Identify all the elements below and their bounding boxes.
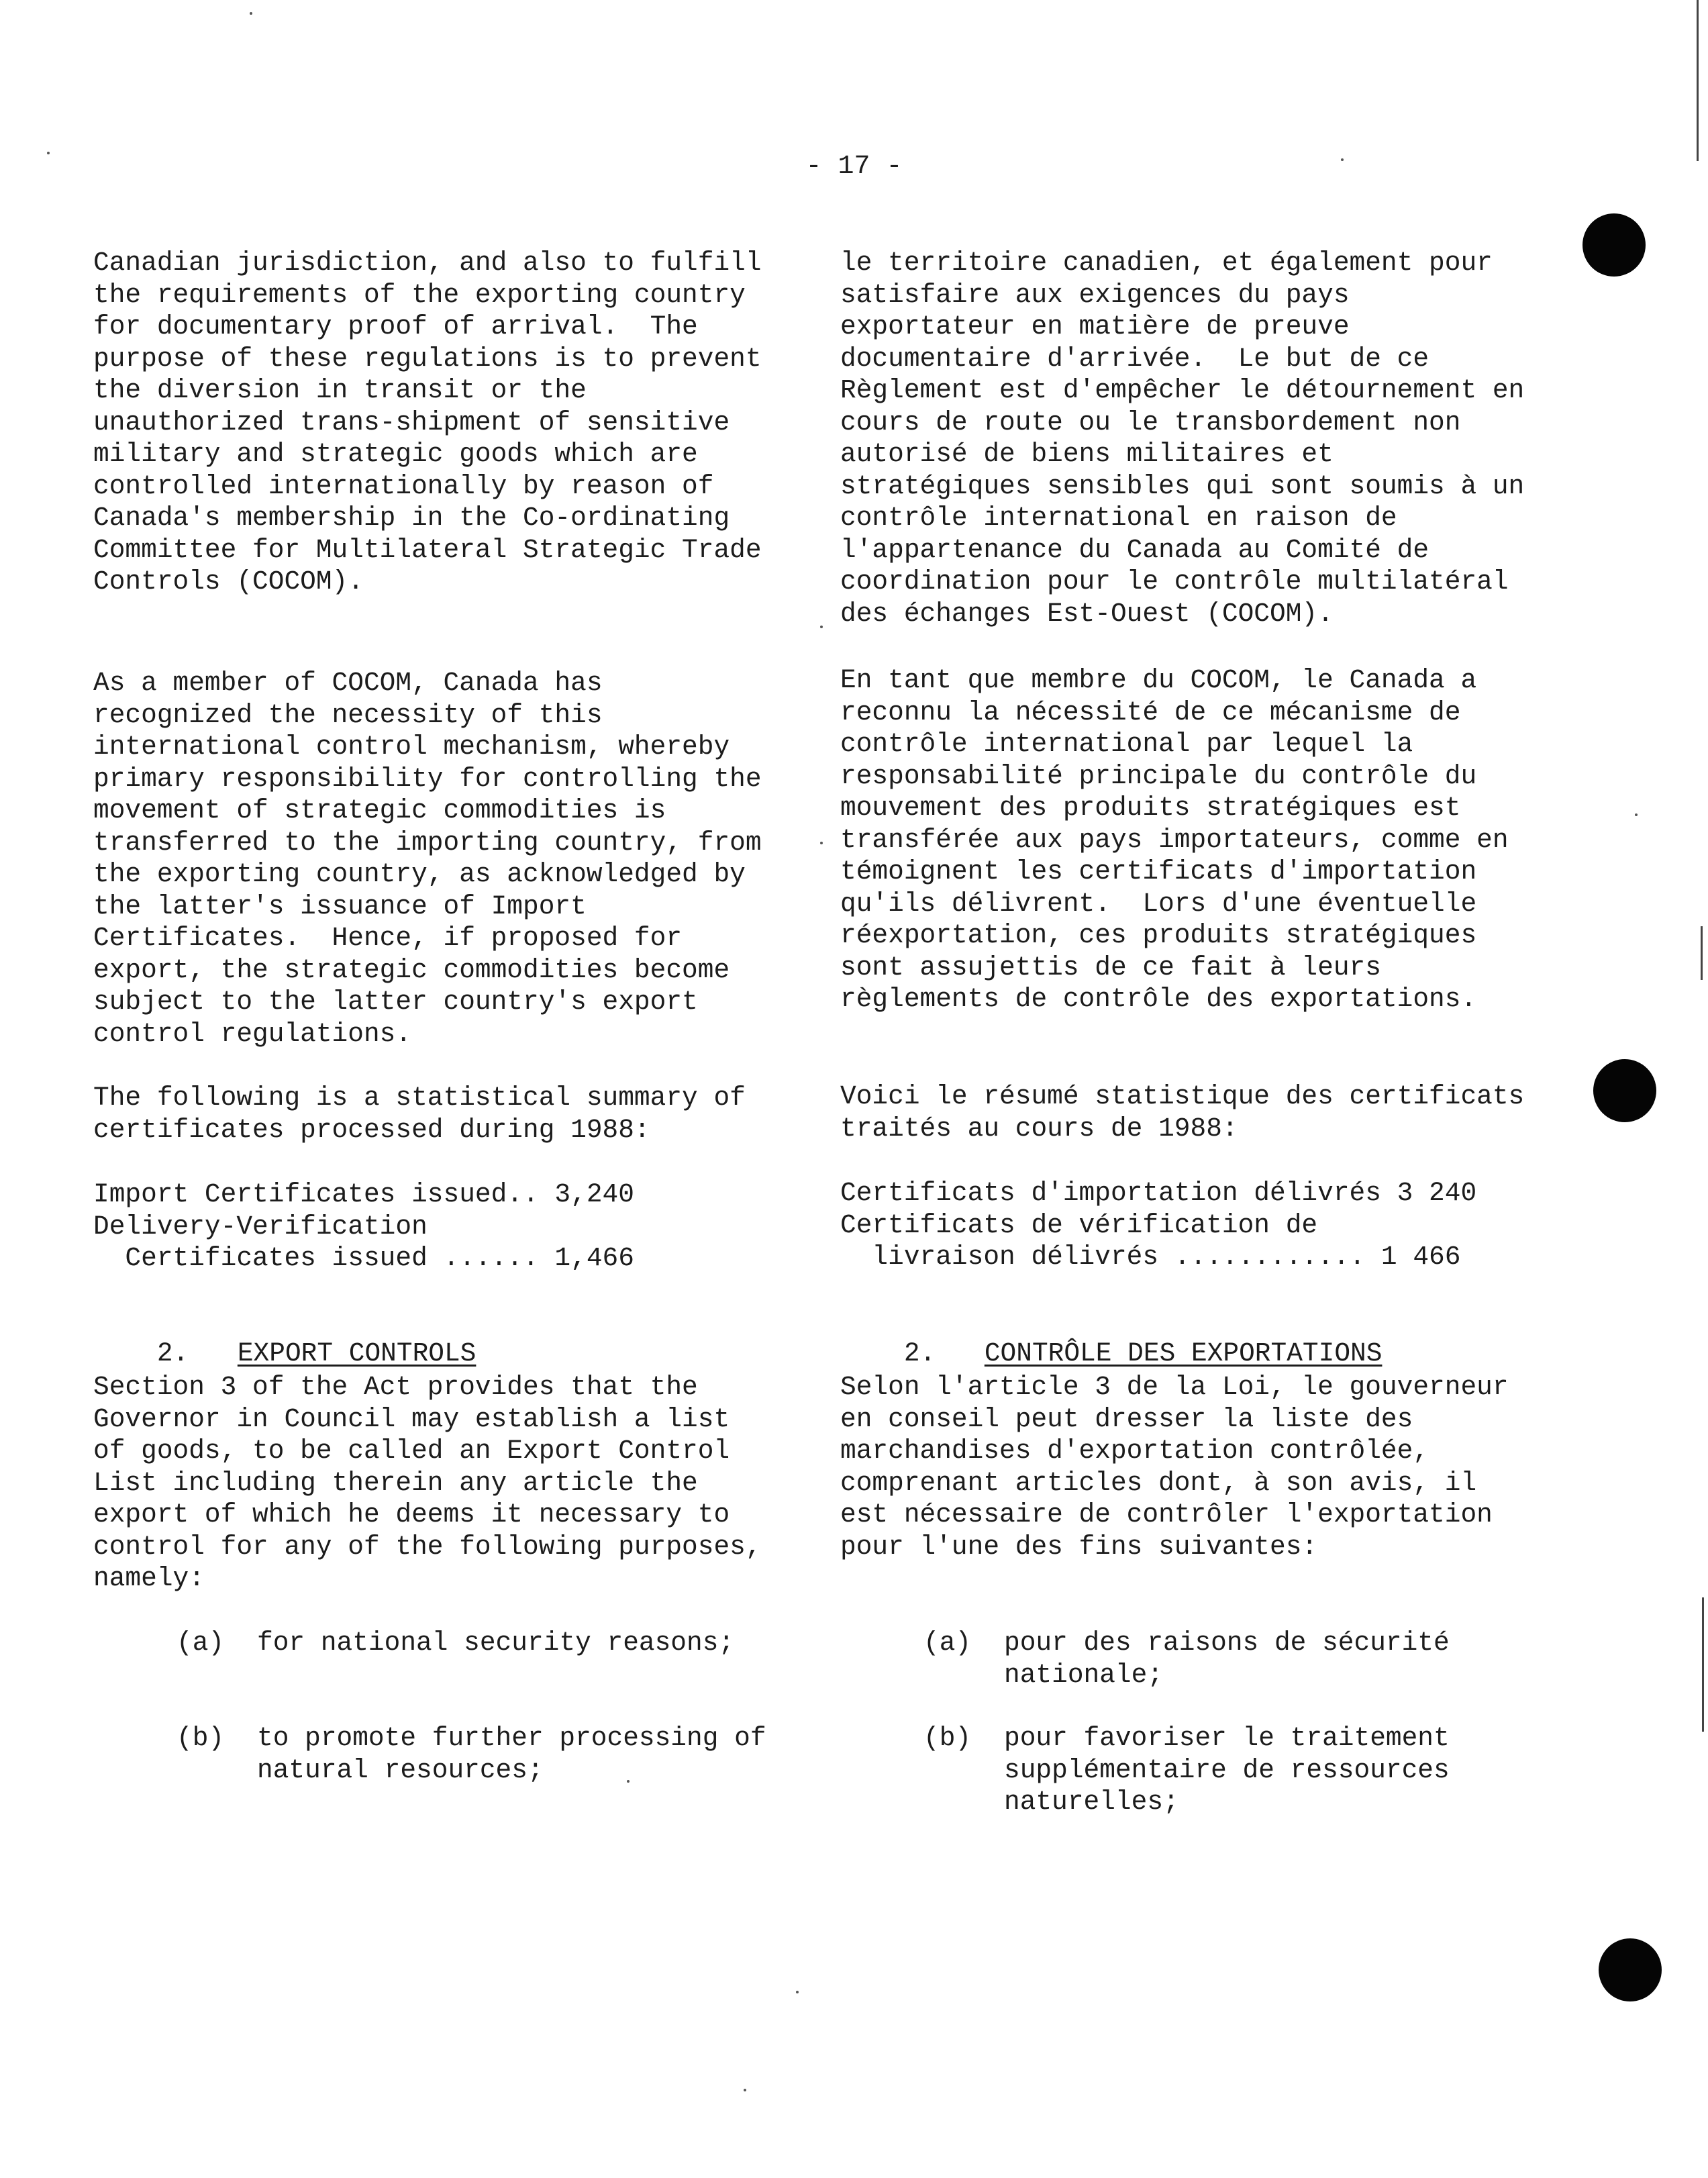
- scan-edge-mark: [1702, 1597, 1704, 1732]
- text-line: of goods, to be called an Export Control: [93, 1436, 730, 1466]
- text-line: movement of strategic commodities is: [93, 795, 666, 826]
- text-line: En tant que membre du COCOM, le Canada a: [840, 665, 1477, 695]
- text-line: Règlement est d'empêcher le détournement en: [840, 375, 1525, 405]
- text-line: namely:: [93, 1563, 205, 1593]
- text-line: contrôle international en raison de: [840, 503, 1397, 533]
- scan-speck: [627, 1780, 630, 1783]
- section-title: CONTRÔLE DES EXPORTATIONS: [984, 1338, 1383, 1369]
- text-line: exportateur en matière de preuve: [840, 311, 1350, 342]
- text-line: qu'ils délivrent. Lors d'une éventuelle: [840, 888, 1477, 919]
- stat-line: Delivery-Verification: [93, 1211, 428, 1242]
- en-paragraph-statistics-intro: [93, 1082, 746, 1146]
- text-line: réexportation, ces produits stratégiques: [840, 920, 1477, 950]
- text-line: Canada's membership in the Co-ordinating: [93, 503, 730, 533]
- scan-speck: [820, 842, 823, 844]
- text-line: Section 3 of the Act provides that the: [93, 1372, 698, 1402]
- scan-speck: [796, 1991, 799, 1993]
- text-line: The following is a statistical summary of: [93, 1083, 746, 1113]
- punch-hole-middle: [1593, 1059, 1656, 1122]
- en-paragraph-cocom-member: [93, 667, 762, 1050]
- text-line: export of which he deems it necessary to: [93, 1499, 730, 1530]
- scan-speck: [744, 2089, 746, 2091]
- text-line: règlements de contrôle des exportations.: [840, 984, 1477, 1014]
- text-line: comprenant articles dont, à son avis, il: [840, 1467, 1477, 1498]
- fr-paragraph-territoire: [840, 247, 1524, 630]
- text-line: controlled internationally by reason of: [93, 471, 714, 501]
- scan-speck: [820, 626, 823, 628]
- stat-line: Certificates issued ...... 1,466: [93, 1243, 634, 1273]
- list-item-label: (a): [177, 1628, 225, 1658]
- text-line: transferred to the importing country, from: [93, 827, 762, 858]
- text-line: the diversion in transit or the: [93, 375, 587, 405]
- text-line: contrôle international par lequel la: [840, 729, 1413, 759]
- en-paragraph-jurisdiction: [93, 247, 762, 598]
- text-line: sont assujettis de ce fait à leurs: [840, 952, 1381, 983]
- text-line: Committee for Multilateral Strategic Trade: [93, 534, 762, 565]
- text-line: the requirements of the exporting country: [93, 279, 746, 310]
- text-line: autorisé de biens militaires et: [840, 439, 1334, 469]
- text-line: military and strategic goods which are: [93, 439, 698, 469]
- text-line: documentaire d'arrivée. Le but de ce: [840, 343, 1429, 374]
- scan-speck: [1341, 158, 1344, 161]
- scan-edge-mark: [1701, 926, 1703, 980]
- text-line: recognized the necessity of this: [93, 699, 603, 730]
- text-line: subject to the latter country's export: [93, 987, 698, 1017]
- text-line: List including therein any article the: [93, 1467, 698, 1498]
- text-line: nationale;: [1004, 1659, 1164, 1690]
- text-line: des échanges Est-Ouest (COCOM).: [840, 598, 1334, 629]
- text-line: marchandises d'exportation contrôlée,: [840, 1436, 1429, 1466]
- scan-speck: [47, 152, 50, 154]
- text-line: natural resources;: [257, 1754, 544, 1785]
- punch-hole-bottom: [1599, 1938, 1662, 2001]
- text-line: unauthorized trans-shipment of sensitive: [93, 407, 730, 438]
- text-line: Governor in Council may establish a list: [93, 1403, 730, 1434]
- text-line: Certificates. Hence, if proposed for: [93, 923, 683, 953]
- text-line: naturelles;: [1004, 1787, 1179, 1817]
- fr-paragraph-article-3: [840, 1371, 1509, 1563]
- text-line: pour l'une des fins suivantes:: [840, 1531, 1318, 1562]
- page-number: - 17 -: [805, 152, 903, 182]
- scan-edge-mark: [1697, 0, 1699, 161]
- text-line: mouvement des produits stratégiques est: [840, 793, 1461, 823]
- text-line: purpose of these regulations is to prevent: [93, 343, 762, 374]
- text-line: for documentary proof of arrival. The: [93, 311, 698, 342]
- text-line: pour des raisons de sécurité: [1004, 1628, 1450, 1658]
- text-line: control for any of the following purposes,: [93, 1531, 762, 1562]
- scan-speck: [1635, 813, 1638, 816]
- stat-line: Certificats de vérification de: [840, 1209, 1318, 1240]
- text-line: the exporting country, as acknowledged by: [93, 859, 746, 889]
- text-line: reconnu la nécessité de ce mécanisme de: [840, 697, 1461, 728]
- text-line: traités au cours de 1988:: [840, 1113, 1238, 1144]
- text-line: témoignent les certificats d'importation: [840, 856, 1477, 887]
- en-paragraph-section-3: [93, 1371, 762, 1595]
- text-line: coordination pour le contrôle multilatéral: [840, 566, 1509, 597]
- text-line: Voici le résumé statistique des certificats: [840, 1081, 1525, 1111]
- fr-paragraph-cocom-membre: [840, 664, 1509, 1016]
- text-line: international control mechanism, whereby: [93, 732, 730, 762]
- list-item-label: (b): [923, 1723, 972, 1753]
- fr-statistics-summary: [840, 1177, 1476, 1273]
- section-number: 2.: [156, 1338, 189, 1369]
- text-line: As a member of COCOM, Canada has: [93, 668, 603, 698]
- text-line: Controls (COCOM).: [93, 566, 364, 597]
- text-line: supplémentaire de ressources: [1004, 1754, 1450, 1785]
- list-item-label: (a): [923, 1628, 972, 1658]
- text-line: transférée aux pays importateurs, comme en: [840, 824, 1509, 855]
- text-line: l'appartenance du Canada au Comité de: [840, 534, 1429, 565]
- text-line: le territoire canadien, et également pour: [840, 248, 1493, 278]
- section-title: EXPORT CONTROLS: [237, 1338, 476, 1369]
- stat-line: Certificats d'importation délivrés 3 240: [840, 1178, 1477, 1208]
- text-line: en conseil peut dresser la liste des: [840, 1403, 1413, 1434]
- punch-hole-top: [1583, 213, 1646, 277]
- text-line: export, the strategic commodities become: [93, 954, 730, 985]
- text-line: control regulations.: [93, 1018, 412, 1049]
- list-item-label: (b): [177, 1723, 225, 1753]
- scan-speck: [250, 12, 252, 15]
- stat-line: livraison délivrés ............ 1 466: [840, 1242, 1461, 1272]
- stat-line: Import Certificates issued.. 3,240: [93, 1179, 634, 1209]
- text-line: satisfaire aux exigences du pays: [840, 279, 1350, 310]
- text-line: Canadian jurisdiction, and also to fulfill: [93, 248, 762, 278]
- text-line: pour favoriser le traitement: [1004, 1723, 1450, 1753]
- section-number: 2.: [903, 1338, 936, 1369]
- text-line: primary responsibility for controlling the: [93, 763, 762, 794]
- text-line: cours de route ou le transbordement non: [840, 407, 1461, 438]
- text-line: est nécessaire de contrôler l'exportation: [840, 1499, 1493, 1530]
- text-line: certificates processed during 1988:: [93, 1114, 650, 1145]
- text-line: for national security reasons;: [257, 1628, 735, 1658]
- fr-paragraph-statistiques-intro: [840, 1081, 1524, 1144]
- text-line: Selon l'article 3 de la Loi, le gouverneur: [840, 1372, 1509, 1402]
- text-line: stratégiques sensibles qui sont soumis à un: [840, 471, 1525, 501]
- en-statistics-summary: [93, 1179, 634, 1275]
- text-line: responsabilité principale du contrôle du: [840, 760, 1477, 791]
- text-line: to promote further processing of: [257, 1723, 766, 1753]
- text-line: the latter's issuance of Import: [93, 891, 587, 922]
